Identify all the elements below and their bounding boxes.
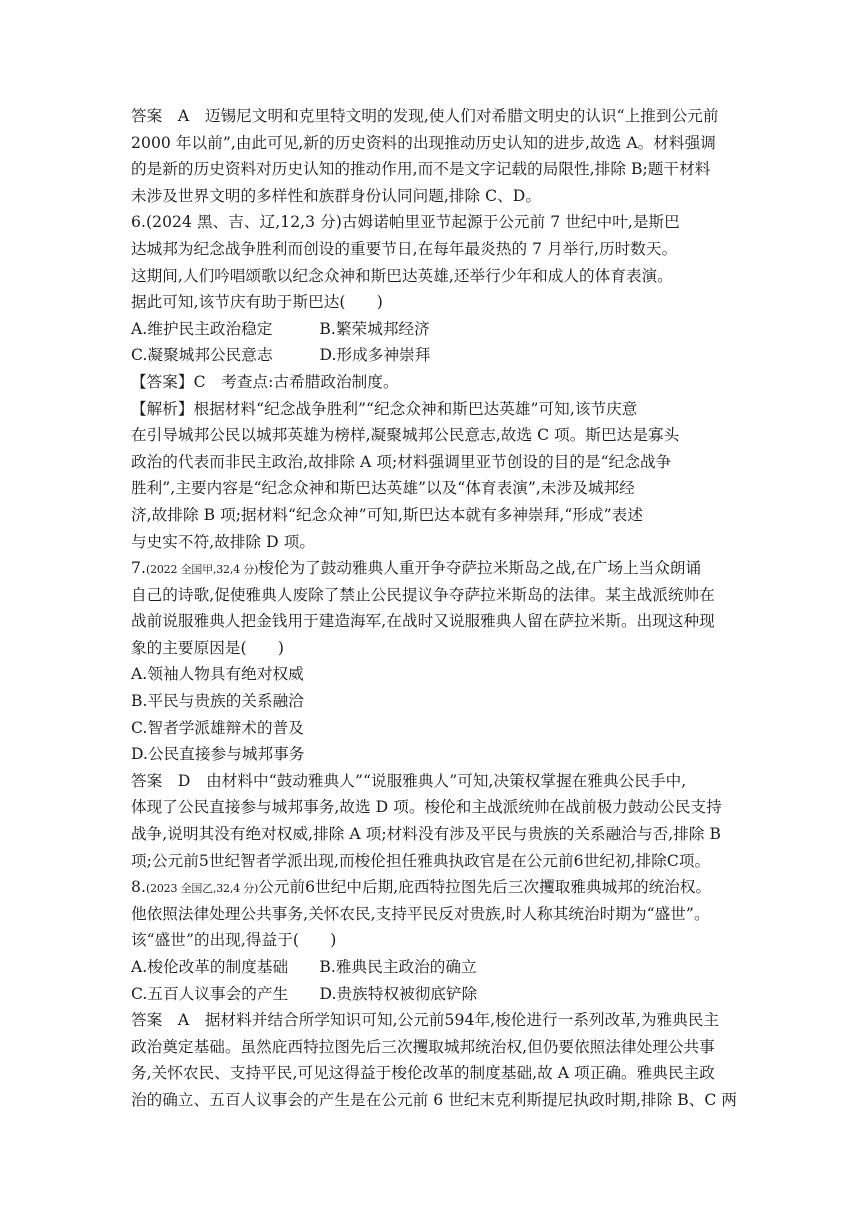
question-6-analysis-1: 【解析】根据材料“纪念战争胜利”“纪念众神和斯巴达英雄”可知,该节庆意 — [131, 399, 638, 418]
question-7-answer-4: 项;公元前5世纪智者学派出现,而梭伦担任雅典执政官是在公元前6世纪初,排除C项。 — [131, 851, 711, 870]
question-8-answer-4: 治的确立、五百人议事会的产生是在公元前 6 世纪末克利斯提尼执政时期,排除 B、C 两 — [131, 1090, 738, 1109]
question-6-analysis-5: 济,故排除 B 项;据材料“纪念众神”可知,斯巴达本就有多神崇拜,“形成”表述 — [131, 505, 643, 524]
question-6-analysis-3: 政治的代表而非民主政治,故排除 A 项;材料强调里亚节创设的目的是“纪念战争 — [131, 452, 672, 471]
question-8-number: 8. — [131, 878, 146, 897]
question-7-option-a: A.领袖人物具有绝对权威 — [131, 665, 304, 684]
question-6-answer: 【答案】C 考查点:古希腊政治制度。 — [131, 372, 399, 391]
question-8-stem-text: 公元前6世纪中后期,庇西特拉图先后三次攫取雅典城邦的统治权。 — [258, 878, 712, 897]
question-7-answer-1: 答案 D 由材料中“鼓动雅典人”“说服雅典人”可知,决策权掌握在雅典公民手中, — [131, 771, 687, 790]
question-8-stem-2: 他依照法律处理公共事务,关怀农民,支持平民反对贵族,时人称其统治时期为“盛世”。 — [131, 904, 710, 923]
question-7-option-d: D.公民直接参与城邦事务 — [131, 745, 305, 764]
question-7-stem-4: 象的主要原因是( ) — [131, 638, 285, 657]
question-6-stem-4: 据此可知,该节庆有助于斯巴达( ) — [131, 293, 383, 312]
answer-line-1: 答案 A 迈锡尼文明和克里特文明的发现,使人们对希腊文明史的认识“上推到公元前 — [131, 107, 719, 125]
question-7-answer-2: 体现了公民直接参与城邦事务,故选 D 项。梭伦和主战派统帅在战前极力鼓动公民支持 — [131, 798, 722, 817]
question-7-stem-2: 自己的诗歌,促使雅典人废除了禁止公民提议争夺萨拉米斯岛的法律。某主战派统帅在 — [131, 585, 715, 604]
question-6-options-cd: C.凝聚城邦公民意志 D.形成多神崇拜 — [131, 346, 431, 365]
answer-line-4: 未涉及世界文明的多样性和族群身份认同问题,排除 C、D。 — [131, 186, 541, 205]
question-8-stem-3: 该“盛世”的出现,得益于( ) — [131, 931, 337, 950]
question-7-stem-text: 梭伦为了鼓动雅典人重开争夺萨拉米斯岛之战,在广场上当众朗诵 — [258, 559, 702, 578]
question-7-source: (2022 全国甲,32,4 分) — [145, 563, 259, 577]
question-6-analysis-2: 在引导城邦公民以城邦英雄为榜样,凝聚城邦公民意志,故选 C 项。斯巴达是寡头 — [131, 426, 680, 445]
question-6-options-ab: A.维护民主政治稳定 B.繁荣城邦经济 — [131, 319, 430, 338]
question-8-source: (2023 全国乙,32,4 分) — [145, 882, 259, 896]
question-6-stem-2: 达城邦为纪念战争胜利而创设的重要节日,在每年最炎热的 7 月举行,历时数天。 — [131, 239, 678, 258]
question-6-stem-3: 这期间,人们吟唱颂歌以纪念众神和斯巴达英雄,还举行少年和成人的体育表演。 — [131, 266, 673, 285]
question-8-answer-1: 答案 A 据材料并结合所学知识可知,公元前594年,梭伦进行一系列改革,为雅典民主 — [131, 1011, 720, 1030]
question-7-stem-1 — [131, 555, 737, 582]
question-6-stem-1: 6.(2024 黑、吉、辽,12,3 分)古姆诺帕里亚节起源于公元前 7 世纪中叶,是斯巴 — [131, 213, 680, 232]
question-7-answer-3: 战争,说明其没有绝对权威,排除 A 项;材料没有涉及平民与贵族的关系融洽与否,排除 B — [131, 825, 722, 844]
answer-line-2: 2000 年以前”,由此可见,新的历史资料的出现推动历史认知的进步,故选 A。材料强调 — [131, 133, 716, 152]
question-6-analysis-4: 胜利”,主要内容是“纪念众神和斯巴达英雄”以及“体育表演”,未涉及城邦经 — [131, 479, 635, 498]
question-7-option-c: C.智者学派雄辩术的普及 — [131, 718, 304, 737]
question-8-stem-1 — [131, 874, 737, 901]
answer-line-3: 的是新的历史资料对历史认知的推动作用,而不是文字记载的局限性,排除 B;题干材料 — [131, 160, 711, 179]
question-8-answer-2: 政治奠定基础。虽然庇西特拉图先后三次攫取城邦统治权,但仍要依照法律处理公共事 — [131, 1037, 715, 1056]
question-8-options-cd: C.五百人议事会的产生 D.贵族特权被彻底铲除 — [131, 984, 478, 1003]
question-7-stem-3: 战前说服雅典人把金钱用于建造海军,在战时又说服雅典人留在萨拉米斯。出现这种现 — [131, 612, 715, 631]
question-8-answer-3: 务,关怀农民、支持平民,可见这得益于梭伦改革的制度基础,故 A 项正确。雅典民主政 — [131, 1064, 715, 1083]
question-6-analysis-6: 与史实不符,故排除 D 项。 — [131, 532, 316, 551]
document-page — [131, 103, 737, 1114]
question-8-options-ab: A.梭伦改革的制度基础 B.雅典民主政治的确立 — [131, 958, 477, 976]
question-7-number: 7. — [131, 559, 146, 578]
question-7-option-b: B.平民与贵族的关系融洽 — [131, 692, 304, 711]
